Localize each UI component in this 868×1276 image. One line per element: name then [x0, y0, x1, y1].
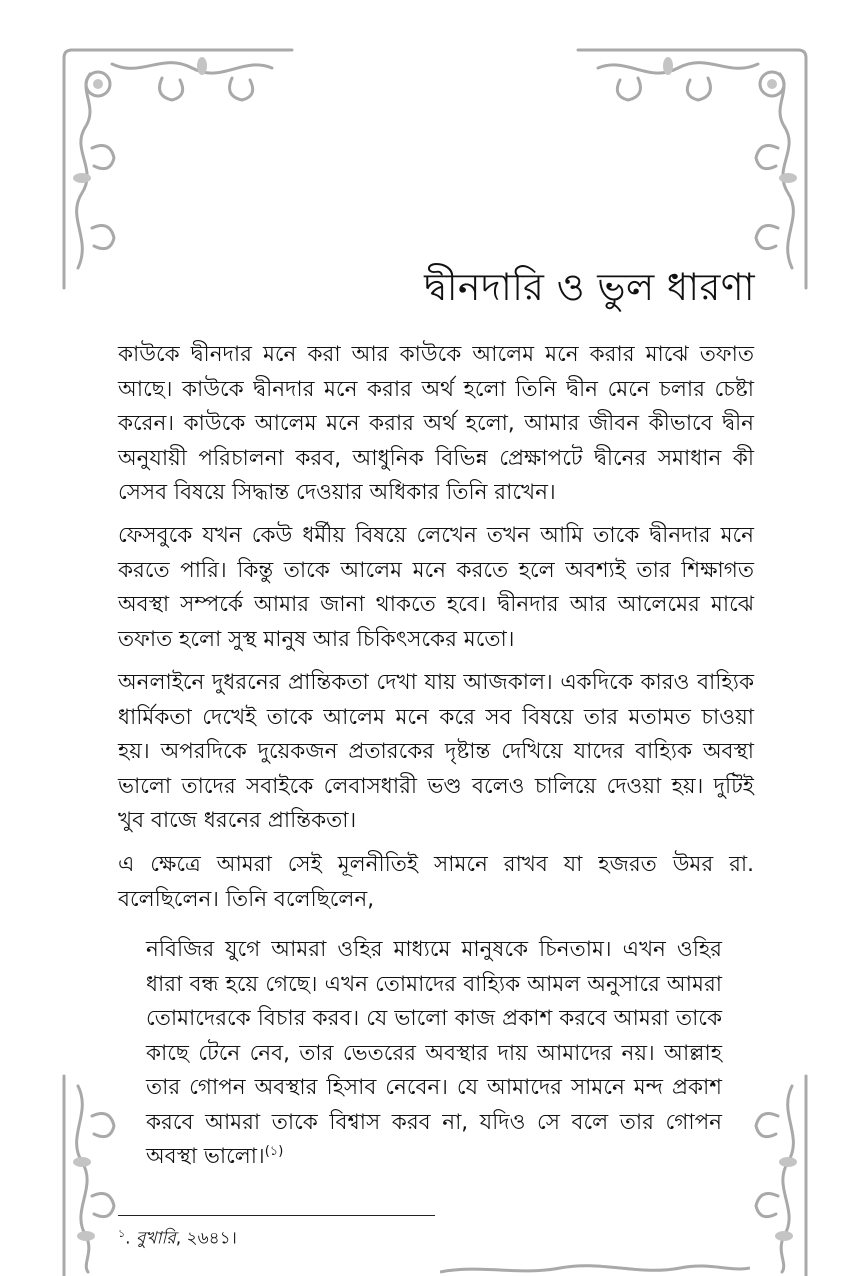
bottom-border-ornament-icon [440, 1262, 750, 1276]
footnote [118, 1225, 237, 1254]
footnote-reference: (১) [264, 1143, 284, 1159]
body-paragraph: এ ক্ষেত্রে আমরা সেই মূলনীতিই সামনে রাখব যা হজরত উমর রা. বলেছিলেন। তিনি বলেছিলেন, [118, 852, 754, 912]
footnote-mark: ১ [118, 1227, 126, 1240]
block-quote [146, 933, 722, 1175]
footnote-divider [118, 1215, 435, 1216]
body-paragraph: ফেসবুকে যখন কেউ ধর্মীয় বিষয়ে লেখেন তখন আমি তাকে দ্বীনদার মনে করতে পারি। কিন্তু তাকে আলেম মনে করতে হলে অবশ্যই তার শিক্ষাগত অবস্থা সম্পর্কে আমার জানা থাকতে হবে। দ্বীনদার আর আলেমের মাঝে তফাত হলো সুস্থ মানুষ আর চিকিৎসকের মতো। [118, 523, 754, 652]
quote-text: নবিজির যুগে আমরা ওহির মাধ্যমে মানুষকে চিনতাম। এখন ওহির ধারা বন্ধ হয়ে গেছে। এখন তোমাদের বাহ্যিক আমল অনুসারে আমরা তোমাদেরকে বিচার করব। যে ভালো কাজ প্রকাশ করবে আমরা তাকে কাছে টেনে নেব, তার ভেতরের অবস্থার দায় আমাদের নয়। আল্লাহ তার গোপন অবস্থার হিসাব নেবেন। যে আমাদের সামনে মন্দ প্রকাশ করবে আমরা তাকে বিশ্বাস করব না, যদিও সে বলে তার গোপন অবস্থা ভালো। [146, 937, 722, 1169]
footnote-source: বুখারি [135, 1228, 176, 1249]
footnote-dot: . [125, 1228, 136, 1249]
top-left-ornament-icon [52, 38, 302, 298]
chapter-title: দ্বীনদারি ও ভুল ধারণা [424, 265, 755, 309]
body-paragraph: অনলাইনে দুধরনের প্রান্তিকতা দেখা যায় আজকাল। একদিকে কারও বাহ্যিক ধার্মিকতা দেখেই তাকে আলেম মনে করে সব বিষয়ে তার মতামত চাওয়া হয়। অপরদিকে দুয়েকজন প্রতারকের দৃষ্টান্ত দেখিয়ে যাদের বাহ্যিক অবস্থা ভালো তাদের সবাইকে লেবাসধারী ভণ্ড বলেও চালিয়ে দেওয়া হয়। দুটিই খুব বাজে ধরনের প্রান্তিকতা। [118, 670, 754, 833]
bottom-right-ornament-icon [728, 1066, 818, 1276]
footnote-detail: , ২৬৪১। [175, 1228, 237, 1249]
body-paragraph: কাউকে দ্বীনদার মনে করা আর কাউকে আলেম মনে করার মাঝে তফাত আছে। কাউকে দ্বীনদার মনে করার অর্থ হলো তিনি দ্বীন মেনে চলার চেষ্টা করেন। কাউকে আলেম মনে করার অর্থ হলো, আমার জীবন কীভাবে দ্বীন অনুযায়ী পরিচালনা করব, আধুনিক বিভিন্ন প্রেক্ষাপটে দ্বীনের সমাধান কী সেসব বিষয়ে সিদ্ধান্ত দেওয়ার অধিকার তিনি রাখেন। [118, 342, 754, 505]
